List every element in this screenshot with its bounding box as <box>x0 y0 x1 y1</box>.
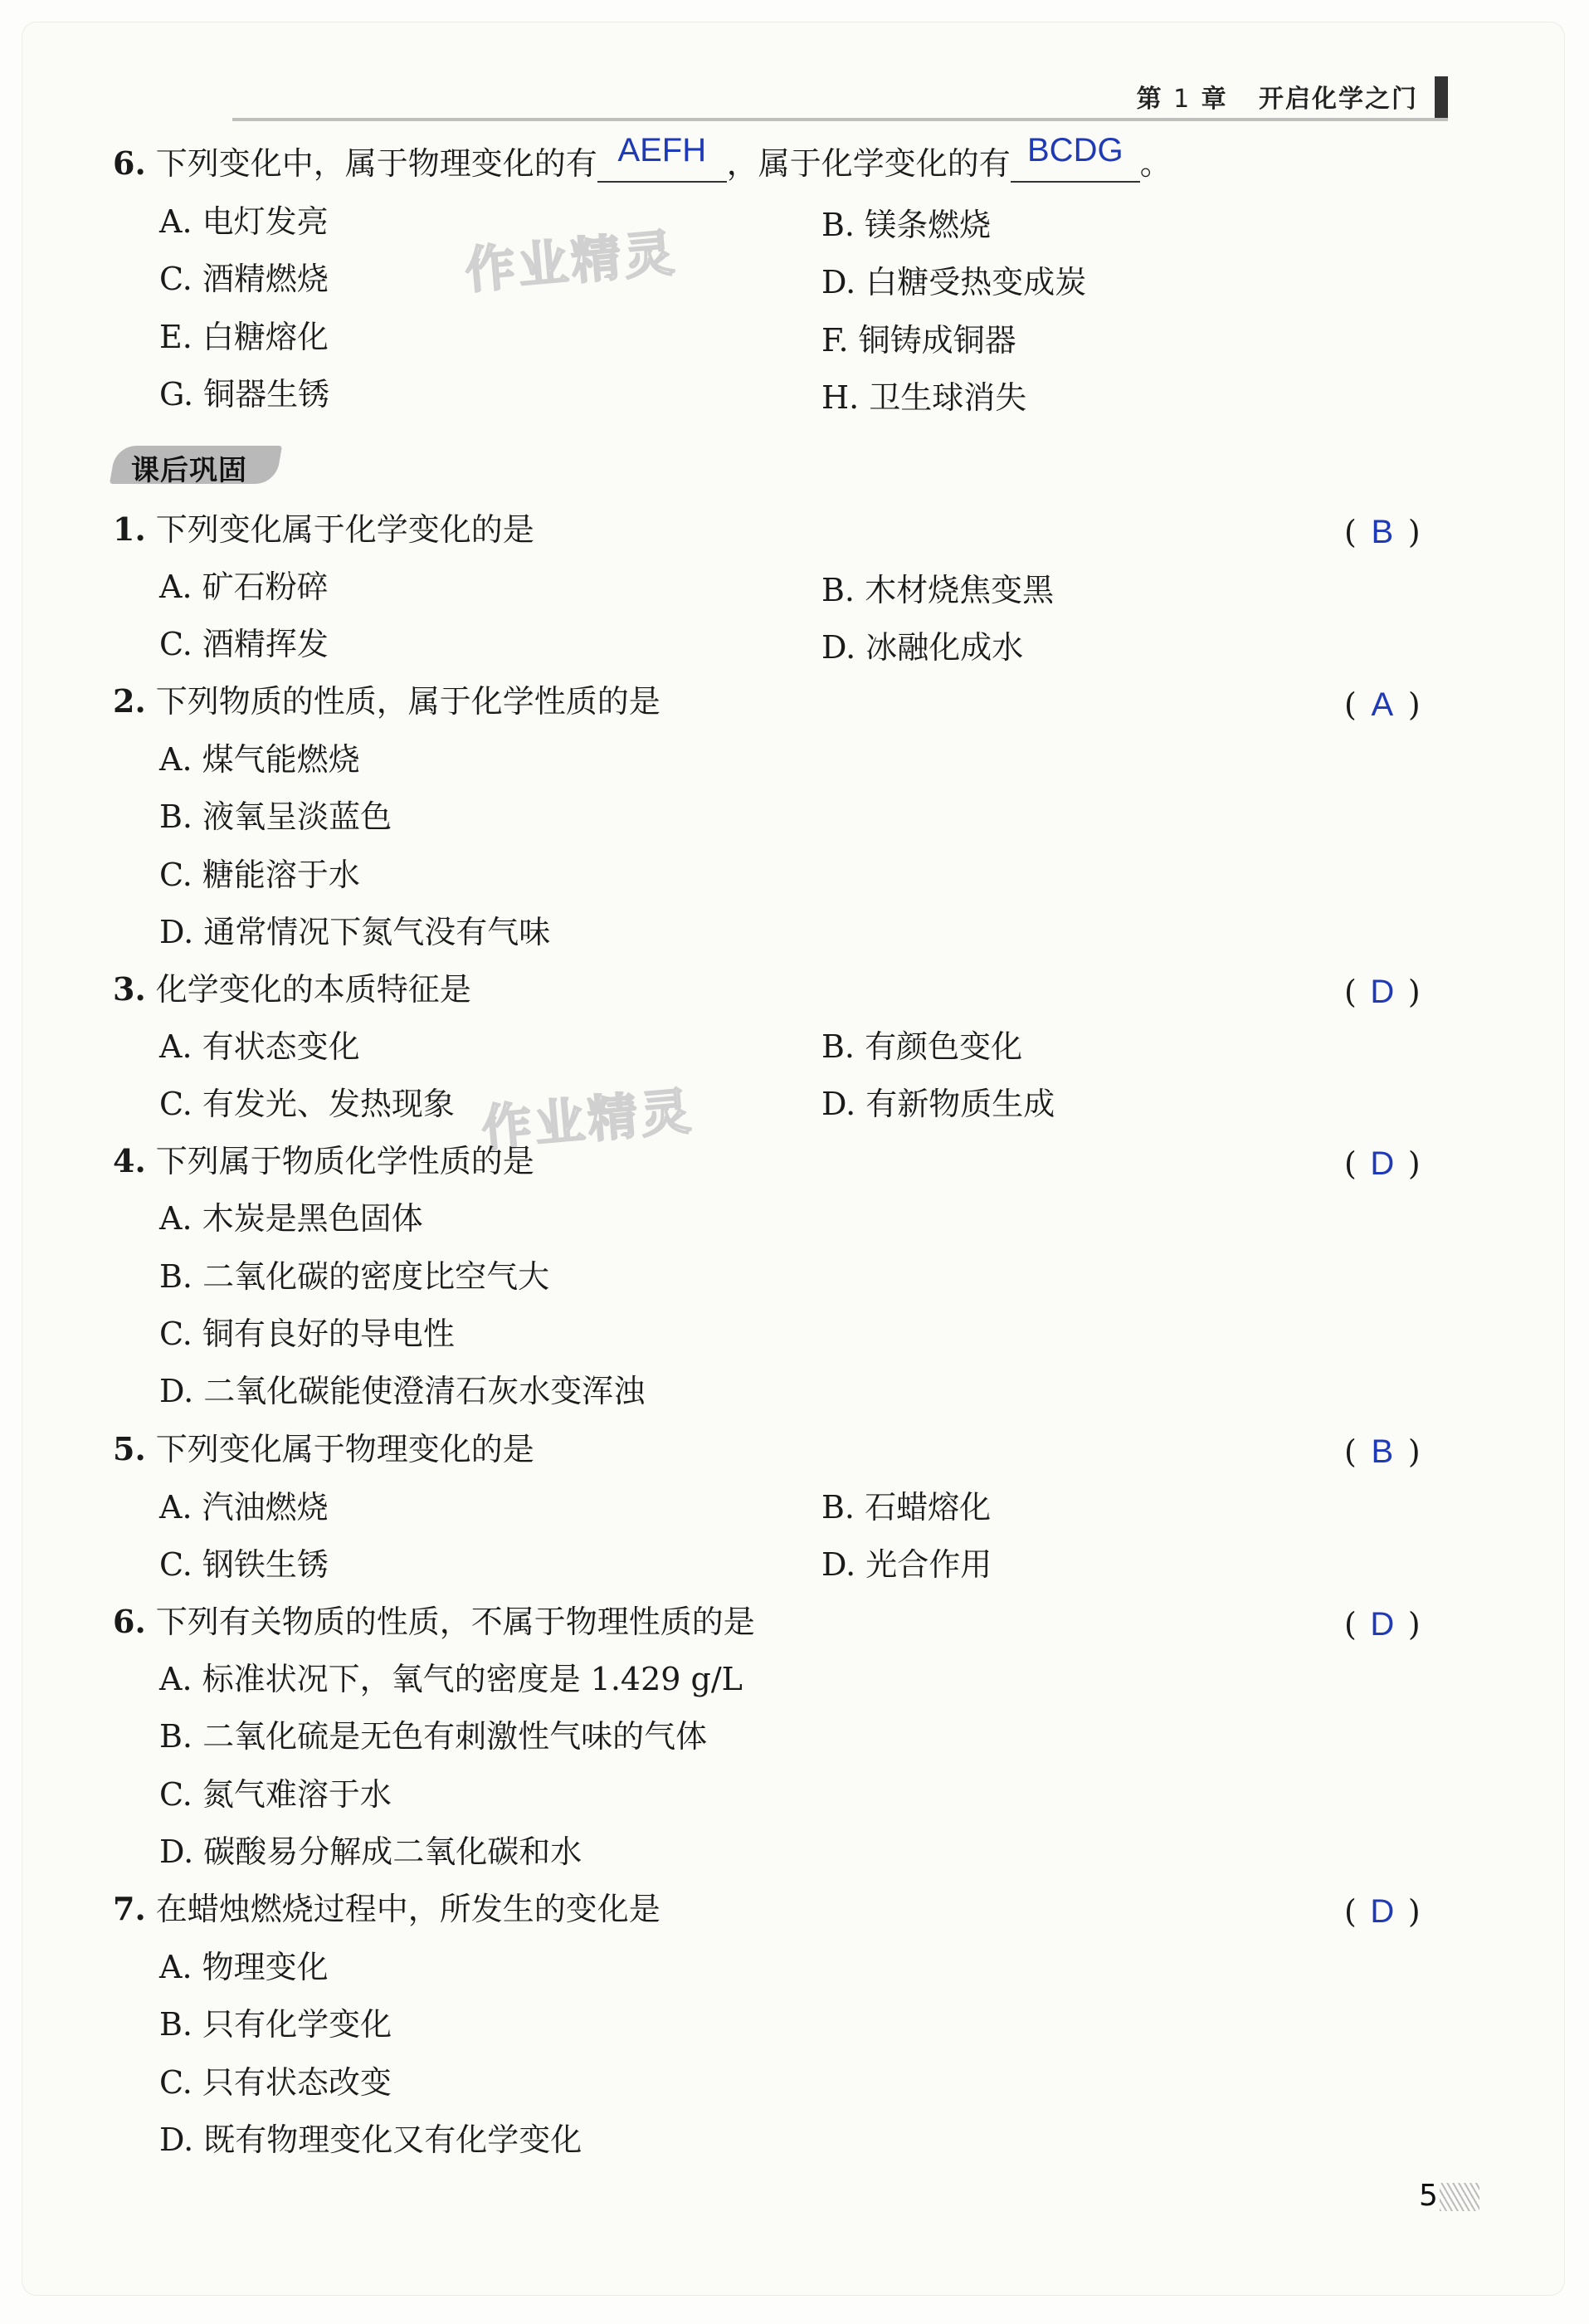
option: C. 钢铁生锈 <box>159 1546 329 1583</box>
handwritten-answer: D <box>1370 1893 1395 1930</box>
option: A. 木炭是黑色固体 <box>159 1200 423 1237</box>
option: B. 石蜡熔化 <box>821 1489 992 1526</box>
option: B. 液氧呈淡蓝色 <box>159 798 392 835</box>
chapter-number: 1 <box>1173 85 1192 114</box>
paren-close: ) <box>1407 974 1421 1010</box>
option: D. 碳酸易分解成二氧化碳和水 <box>159 1833 582 1870</box>
question-stem <box>113 510 534 549</box>
option: A. 电灯发亮 <box>159 203 329 240</box>
option: H. 卫生球消失 <box>821 379 1027 416</box>
handwritten-answer: A <box>1371 686 1394 723</box>
answer-blank-chemical[interactable] <box>1011 132 1140 183</box>
paren-open: ( <box>1344 1433 1357 1470</box>
question-stem <box>113 1142 534 1180</box>
question-number: 1. <box>113 510 146 548</box>
question-text: ，属于化学变化的有 <box>726 145 1011 182</box>
top-question-stem <box>113 132 1172 183</box>
paren-open: ( <box>1344 1145 1357 1182</box>
question-number: 4. <box>113 1142 146 1179</box>
option: B. 只有化学变化 <box>159 2006 392 2043</box>
option: D. 通常情况下氮气没有气味 <box>159 914 551 950</box>
chapter-header <box>1095 76 1448 123</box>
paren-close: ) <box>1407 686 1421 723</box>
option: B. 木材烧焦变黑 <box>821 572 1055 608</box>
question-number: 7. <box>113 1890 146 1927</box>
option: G. 铜器生锈 <box>159 376 330 413</box>
question-number: 3. <box>113 970 146 1008</box>
option: B. 二氧化硫是无色有刺激性气味的气体 <box>159 1718 708 1755</box>
option: C. 铜有良好的导电性 <box>159 1316 455 1352</box>
paren-close: ) <box>1407 1606 1421 1643</box>
chapter-suffix: 章 <box>1201 85 1228 114</box>
option: F. 铜铸成铜器 <box>821 322 1016 359</box>
answer-bracket[interactable] <box>1344 513 1452 551</box>
header-rule <box>232 118 1448 121</box>
chapter-prefix: 第 <box>1136 85 1163 114</box>
option: D. 既有物理变化又有化学变化 <box>159 2121 582 2158</box>
paren-open: ( <box>1344 686 1357 723</box>
handwritten-answer: AEFH <box>617 132 707 168</box>
section-label: 课后巩固 <box>131 454 247 487</box>
answer-bracket[interactable] <box>1344 686 1452 724</box>
watermark: 作业精灵 <box>479 1081 696 1160</box>
paren-open: ( <box>1344 1893 1357 1930</box>
handwritten-answer: B <box>1371 514 1394 550</box>
option: C. 糖能溶于水 <box>159 857 360 893</box>
option: C. 酒精燃烧 <box>159 261 329 297</box>
handwritten-answer: B <box>1371 1433 1394 1470</box>
option: A. 煤气能燃烧 <box>159 741 360 778</box>
paren-open: ( <box>1344 514 1357 550</box>
answer-bracket[interactable] <box>1344 1145 1452 1183</box>
question-stem <box>113 970 471 1008</box>
question-stem <box>113 682 660 720</box>
handwritten-answer: D <box>1370 1145 1395 1182</box>
paren-close: ) <box>1407 1433 1421 1470</box>
option: E. 白糖熔化 <box>159 319 329 355</box>
question-text: 下列变化中，属于物理变化的有 <box>155 145 597 182</box>
option: D. 有新物质生成 <box>821 1086 1055 1122</box>
question-number: 6. <box>113 1603 146 1640</box>
option: C. 有发光、发热现象 <box>159 1086 455 1122</box>
answer-blank-physical[interactable] <box>597 132 727 183</box>
question-text: 下列有关物质的性质，不属于物理性质的是 <box>155 1604 755 1640</box>
question-text: 化学变化的本质特征是 <box>155 971 471 1008</box>
option: A. 物理变化 <box>159 1949 329 1985</box>
section-tag <box>113 441 287 489</box>
answer-bracket[interactable] <box>1344 1892 1452 1931</box>
question-number: 5. <box>113 1430 146 1467</box>
question-text: 下列物质的性质，属于化学性质的是 <box>155 683 660 720</box>
answer-bracket[interactable] <box>1344 1433 1452 1471</box>
answer-bracket[interactable] <box>1344 973 1452 1011</box>
option: D. 冰融化成水 <box>821 629 1024 666</box>
question-stem <box>113 1430 534 1468</box>
option: A. 有状态变化 <box>159 1028 360 1065</box>
question-text-end: 。 <box>1139 145 1172 182</box>
option: C. 氮气难溶于水 <box>159 1776 392 1813</box>
handwritten-answer: BCDG <box>1027 132 1124 168</box>
chapter-name: 开启化学之门 <box>1259 85 1418 114</box>
question-stem <box>113 1890 660 1928</box>
watermark: 作业精灵 <box>462 223 680 301</box>
paren-close: ) <box>1407 514 1421 550</box>
option: D. 白糖受热变成炭 <box>821 264 1087 300</box>
question-number: 6. <box>113 144 146 182</box>
option: A. 矿石粉碎 <box>159 569 329 605</box>
handwritten-answer: D <box>1370 974 1395 1010</box>
option: A. 汽油燃烧 <box>159 1489 329 1526</box>
paren-close: ) <box>1407 1145 1421 1182</box>
header-bar <box>1435 76 1448 120</box>
paren-open: ( <box>1344 974 1357 1010</box>
answer-bracket[interactable] <box>1344 1605 1452 1643</box>
question-text: 下列属于物质化学性质的是 <box>155 1143 534 1179</box>
option: D. 二氧化碳能使澄清石灰水变浑浊 <box>159 1373 646 1409</box>
question-text: 下列变化属于物理变化的是 <box>155 1431 534 1467</box>
page-number-decoration <box>1440 2183 1479 2211</box>
option: B. 二氧化碳的密度比空气大 <box>159 1258 550 1295</box>
question-number: 2. <box>113 682 146 720</box>
question-stem <box>113 1603 755 1641</box>
page-number: 5 <box>1419 2179 1438 2213</box>
question-text: 下列变化属于化学变化的是 <box>155 511 534 548</box>
option: A. 标准状况下，氧气的密度是 1.429 g/L <box>159 1661 743 1697</box>
option: C. 酒精挥发 <box>159 626 329 662</box>
handwritten-answer: D <box>1370 1606 1395 1643</box>
option: D. 光合作用 <box>821 1546 992 1583</box>
question-text: 在蜡烛燃烧过程中，所发生的变化是 <box>155 1891 660 1927</box>
paren-open: ( <box>1344 1606 1357 1643</box>
option: C. 只有状态改变 <box>159 2064 392 2101</box>
option: B. 镁条燃烧 <box>821 207 992 243</box>
chapter-title <box>1137 78 1418 115</box>
paren-close: ) <box>1407 1893 1421 1930</box>
option: B. 有颜色变化 <box>821 1028 1023 1065</box>
